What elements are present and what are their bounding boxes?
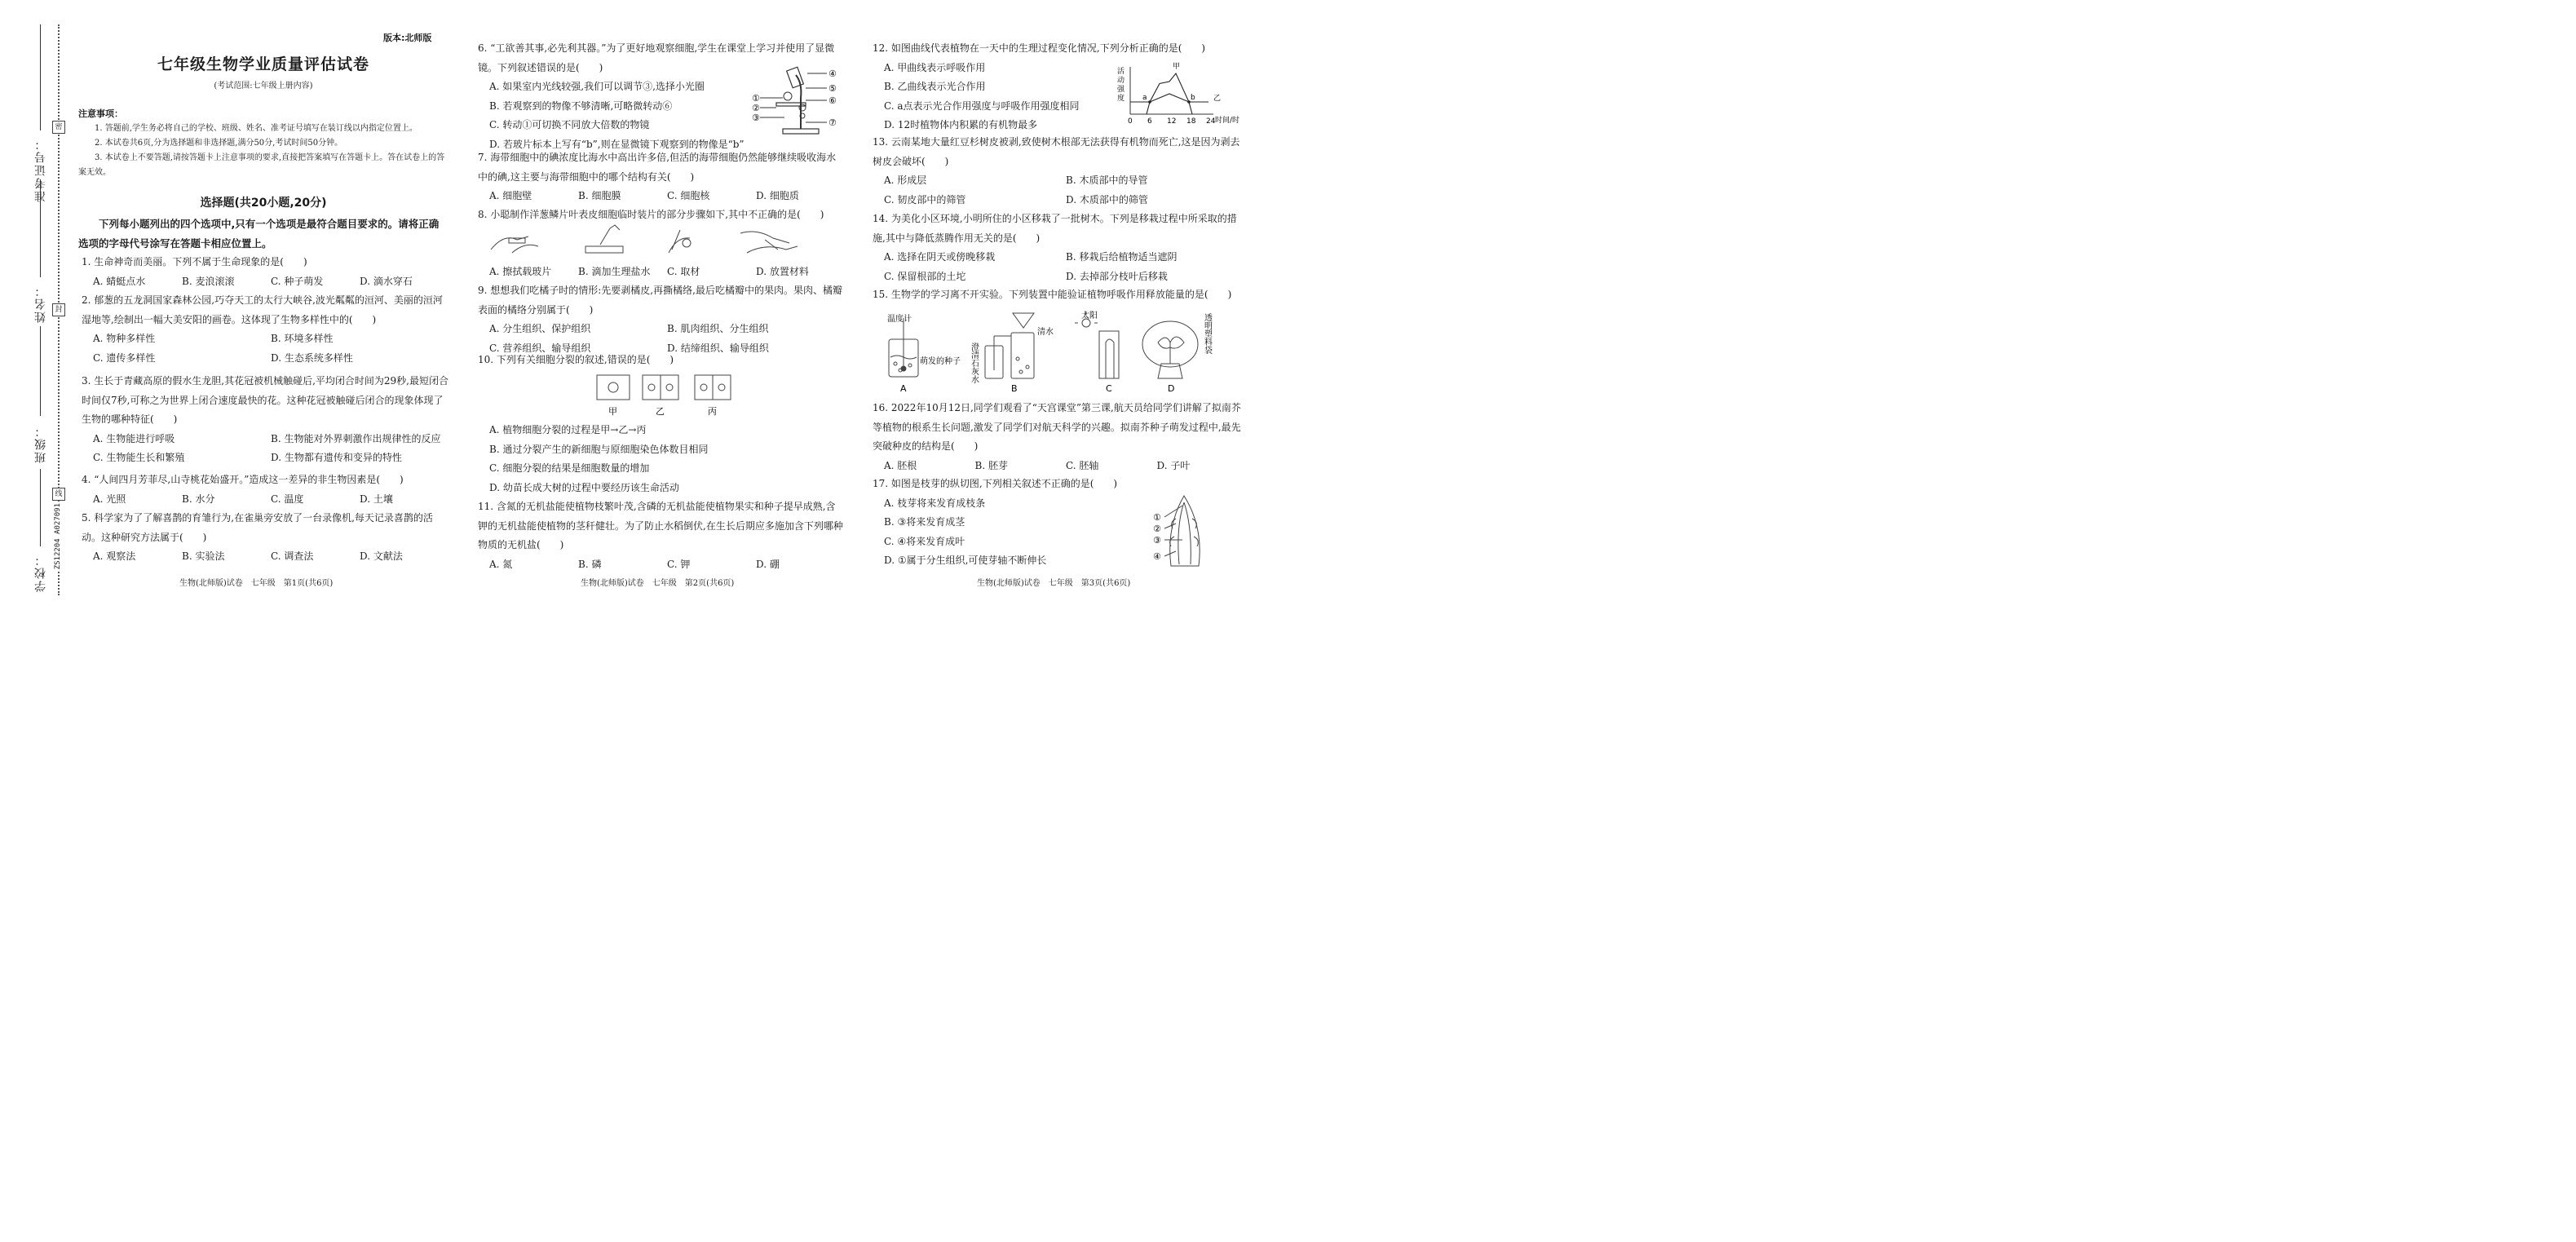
question-stem: 8. 小聪制作洋葱鳞片叶表皮细胞临时装片的部分步骤如下,其中不正确的是( ) [478,209,824,220]
microscope-figure [752,65,842,137]
option-a[interactable]: A. 植物细胞分裂的过程是甲→乙→丙 [489,424,647,435]
exam-id-label: 准考证号： [34,137,47,202]
label-1: ① [1153,512,1161,523]
option-d[interactable]: D. 硼 [756,558,780,570]
notice-item: 1. 答题前,学生务必将自己的学校、班级、姓名、准考证号填写在装订线以内指定位置上。 [95,124,418,133]
option-a[interactable]: A. 擦拭载玻片 [489,266,552,277]
seal-mark-mi: 密 [52,121,65,134]
option-a[interactable]: A. 细胞壁 [489,190,532,201]
option-d[interactable]: D. 细胞质 [756,190,799,201]
option-c[interactable]: C. 细胞分裂的结果是细胞数量的增加 [489,462,650,474]
paper-code: ZS12204 A027091 [54,503,62,570]
page-footer-1: 生物(北师版)试卷 七年级 第1页(共6页) [179,579,334,588]
option-a[interactable]: A. 形成层 [884,175,927,186]
question-8 [478,206,845,225]
chart-axes [1130,67,1213,114]
label-sun: 太阳 [1081,312,1098,320]
chart-x-tick: 12 [1167,117,1177,126]
question-stem: 12. 如图曲线代表植物在一天中的生理过程变化情况,下列分析正确的是( ) [873,42,1206,54]
option-a[interactable]: A. 观察法 [93,550,136,562]
notice-item: 2. 本试卷共6页,分为选择题和非选择题,满分50分,考试时间50分钟。 [95,139,343,148]
option-d[interactable]: D. 放置材料 [756,266,809,277]
name-field[interactable] [40,179,41,277]
page-footer-3: 生物(北师版)试卷 七年级 第3页(共6页) [977,579,1131,588]
label-b: B [1011,383,1018,394]
option-c[interactable]: C. 温度 [271,493,304,505]
label-4: ④ [828,69,837,79]
question-stem: 17. 如图是枝芽的纵切图,下列相关叙述不正确的是( ) [873,478,1118,489]
option-c[interactable]: C. 韧皮部中的筛管 [884,193,966,206]
option-b[interactable]: B. 胚芽 [974,459,1008,471]
option-a[interactable]: A. 蜻蜓点水 [93,275,146,287]
section-intro: 下列每小题列出的四个选项中,只有一个选项是最符合题目要求的。请将正确选项的字母代号涂写在答题卡相应位置上。 [78,218,440,250]
option-c[interactable]: C. 生物能生长和繁殖 [93,452,185,463]
notice-item: 3. 本试卷上不要答题,请按答题卡上注意事项的要求,直接把答案填写在答题卡上。答在试卷上的答案无效。 [78,153,445,177]
option-a[interactable]: A. 光照 [93,493,126,505]
seal-mark-feng: 封 [52,303,65,316]
label-c: C [1106,383,1112,394]
question-9 [478,281,845,358]
option-b[interactable]: B. 麦浪滚滚 [182,275,235,287]
option-d[interactable]: D. 生物都有遗传和变异的特性 [271,452,402,463]
version-label: 版本:北师版 [383,33,432,43]
option-b[interactable]: B. 通过分裂产生的新细胞与原细胞染色体数目相同 [489,443,709,455]
page-title: 七年级生物学业质量评估试卷 [157,55,369,73]
chart-series-label: 甲 [1173,63,1181,71]
chart-series-label: 乙 [1213,95,1222,103]
chart-xlabel: 时间/时 [1215,117,1240,125]
option-c[interactable]: C. 胚轴 [1066,459,1099,471]
option-d[interactable]: D. 幼苗长成大树的过程中要经历该生命活动 [489,481,679,493]
label-jia: 甲 [608,406,617,417]
option-c[interactable]: C. a点表示光合作用强度与呼吸作用强度相同 [884,99,1080,112]
option-a[interactable]: A. 甲曲线表示呼吸作用 [884,61,986,73]
chart-x-ticks [1128,117,1216,126]
question-stem: 4. “人间四月芳菲尽,山寺桃花始盛开。”造成这一差异的非生物因素是( ) [82,474,404,485]
exam-id-field[interactable] [40,24,41,130]
option-d[interactable]: D. 去掉部分枝叶后移栽 [1066,270,1168,282]
option-a[interactable]: A. 氮 [489,558,513,570]
option-a[interactable]: A. 如果室内光线较强,我们可以调节③,选择小光圈 [489,81,705,92]
bud-section-figure [1151,494,1225,568]
label-5: ⑤ [828,83,837,94]
cell-division-figure [594,372,740,419]
question-8-options [478,263,845,282]
option-a[interactable]: A. 枝芽将来发育成枝条 [884,497,986,509]
option-d[interactable]: D. 12时植物体内积累的有机物最多 [884,119,1038,130]
chart-x-tick: 6 [1147,117,1152,126]
question-stem: 14. 为美化小区环境,小明所住的小区移栽了一批树木。下列是移栽过程中所采取的措施,其中与降低蒸腾作用无关的是( ) [873,213,1237,244]
label-1: ① [752,93,760,104]
option-d[interactable]: D. 子叶 [1156,459,1191,471]
question-1 [82,253,448,291]
question-stem: 3. 生长于青藏高原的假水生龙胆,其花冠被机械触碰后,平均闭合时间为29秒,最短闭合时间仅7秒,可称之为世界上闭合速度最快的花。这种花冠被触碰后闭合的现象体现了生物的哪种特征( ) [82,375,448,425]
section-title: 选择题(共20小题,20分) [200,197,327,210]
option-a[interactable]: A. 分生组织、保护组织 [489,323,591,334]
label-bing: 丙 [708,406,717,417]
question-10-options [478,421,845,497]
label-3: ③ [1153,535,1161,546]
option-c[interactable]: C. ④将来发育成叶 [884,535,965,547]
label-limewater: 澄清石灰水 [969,343,979,383]
chart-x-tick: 0 [1128,117,1133,126]
question-stem: 9. 想想我们吃橘子时的情形:先要剥橘皮,再撕橘络,最后吃橘瓣中的果肉。果肉、橘瓣表面的橘络分别属于( ) [478,285,842,316]
option-c[interactable]: C. 保留根部的土坨 [884,270,966,282]
question-10 [478,351,845,370]
class-label: 班级： [34,424,47,463]
question-7 [478,148,845,206]
notice-title: 注意事项： [78,108,123,119]
cell-yi-left [643,375,661,400]
question-4 [82,471,448,509]
question-stem: 10. 下列有关细胞分裂的叙述,错误的是( ) [478,354,674,365]
option-d[interactable]: D. 生态系统多样性 [271,351,353,364]
option-d[interactable]: D. 若玻片标本上写有“b”,则在显微镜下观察到的物像是“b” [489,138,745,150]
step-d-figure [740,232,798,253]
option-b[interactable]: B. 实验法 [182,550,225,562]
school-label: 学校： [34,553,47,592]
question-13 [873,133,1248,210]
option-b[interactable]: B. 肌肉组织、分生组织 [667,323,769,334]
option-a[interactable]: A. 选择在阴天或傍晚移栽 [884,251,996,263]
cell-jia [597,375,630,400]
option-c[interactable]: C. 遗传多样性 [93,351,156,364]
question-14 [873,210,1248,286]
step-c-figure [669,230,691,253]
question-stem: 5. 科学家为了了解喜鹊的育雏行为,在雀巢旁安放了一台录像机,每天记录喜鹊的活动。这种研究方法属于( ) [82,512,433,543]
question-2 [82,291,448,368]
chart-x-tick: 18 [1186,117,1196,126]
option-d[interactable]: D. 文献法 [360,550,403,562]
question-16 [873,399,1248,475]
question-3 [82,372,448,468]
option-d[interactable]: D. 土壤 [360,493,393,505]
school-field[interactable] [40,469,41,546]
seal-mark-xian: 线 [52,488,65,501]
option-a[interactable]: A. 生物能进行呼吸 [93,432,175,444]
chart-point-a [1148,100,1151,104]
apparatus-b [985,313,1034,378]
question-15 [873,285,1248,305]
option-a[interactable]: A. 物种多样性 [93,333,156,344]
label-a: A [900,383,907,394]
label-thermometer: 温度计 [887,315,912,324]
option-c[interactable]: C. 转动①可切换不同放大倍数的物镜 [489,119,650,130]
option-b[interactable]: B. 磷 [578,558,602,570]
name-label: 姓名： [34,284,47,323]
label-water: 清水 [1037,328,1054,337]
step-b-figure [585,225,623,253]
option-b[interactable]: B. 环境多样性 [271,333,334,344]
notice-block [78,107,448,180]
question-stem: 16. 2022年10月12日,同学们观看了“天宫课堂”第三课,航天员给同学们讲解了拟南芥等植物的根系生长问题,激发了同学们对航天科学的兴趣。拟南芥种子萌发过程中,最先突破种皮的结构是( ) [873,402,1241,452]
label-seeds: 萌发的种子 [920,357,961,366]
question-stem: 15. 生物学的学习离不开实验。下列装置中能验证植物呼吸作用释放能量的是( ) [873,289,1232,300]
activity-intensity-chart [1112,64,1251,126]
question-stem: 2. 郁葱的五龙洞国家森林公园,巧夺天工的太行大峡谷,波光粼粼的洹河、美丽的洹河湿地等,绘制出一幅大美安阳的画卷。这体现了生物多样性中的( ) [82,294,443,325]
option-b[interactable]: B. 水分 [182,493,215,505]
apparatus-a [889,318,918,377]
question-stem: 7. 海带细胞中的碘浓度比海水中高出许多倍,但活的海带细胞仍然能够继续吸收海水中的碘,这主要与海带细胞中的哪个结构有关( ) [478,152,837,183]
label-2: ② [1153,524,1161,534]
label-bag: 透明塑料袋 [1202,313,1212,354]
chart-series [1130,62,1221,114]
class-field[interactable] [40,326,41,416]
option-c[interactable]: C. 营养组织、输导组织 [489,342,591,354]
option-c[interactable]: C. 种子萌发 [271,275,324,287]
option-c[interactable]: C. 钾 [667,558,691,570]
question-stem: 11. 含氮的无机盐能使植物枝繁叶茂,含磷的无机盐能使植物果实和种子提早成熟,含钾的无机盐能使植物的茎秆健壮。为了防止水稻倒伏,在生长后期应多施加含下列哪种物质的无机盐( ) [478,501,843,550]
slide-step-illustrations [488,225,830,259]
step-a-figure [491,236,538,253]
option-c[interactable]: C. 调查法 [271,550,314,562]
option-b[interactable]: B. 生物能对外界刺激作出规律性的反应 [271,432,441,444]
option-b[interactable]: B. 移栽后给植物适当遮阴 [1066,251,1178,263]
apparatus-d [1142,321,1198,378]
option-d[interactable]: D. ①属于分生组织,可使芽轴不断伸长 [884,555,1047,566]
option-b[interactable]: B. 滴加生理盐水 [578,266,651,277]
option-d[interactable]: D. 滴水穿石 [360,275,413,287]
page-subtitle: (考试范围:七年级上册内容) [214,82,313,91]
question-stem: 6. “工欲善其事,必先利其器。”为了更好地观察细胞,学生在课堂上学习并使用了显微镜。下列叙述错误的是( ) [478,42,835,73]
option-d[interactable]: D. 木质部中的筛管 [1066,193,1148,206]
option-b[interactable]: B. 乙曲线表示光合作用 [884,81,986,92]
option-d[interactable]: D. 结缔组织、输导组织 [667,342,769,354]
question-stem: 13. 云南某地大量红豆杉树皮被剥,致使树木根部无法获得有机物而死亡,这是因为剥去树皮会破坏( ) [873,136,1240,167]
label-7: ⑦ [828,117,837,128]
page-footer-2: 生物(北师版)试卷 七年级 第2页(共6页) [581,579,735,588]
option-b[interactable]: B. ③将来发育成茎 [884,516,965,528]
binding-margin [0,0,72,615]
question-11 [478,497,845,574]
chart-annotation: b [1191,94,1195,102]
option-b[interactable]: B. 细胞膜 [578,190,621,201]
chart-annotation: a [1142,94,1147,102]
option-a[interactable]: A. 胚根 [884,459,917,471]
question-5 [82,509,448,567]
experiment-apparatus-figure [881,310,1223,395]
option-b[interactable]: B. 木质部中的导管 [1066,175,1148,186]
question-stem: 1. 生命神奇而美丽。下列不属于生命现象的是( ) [82,256,307,267]
label-4: ④ [1153,551,1161,562]
apparatus-c [1075,312,1119,378]
label-yi: 乙 [656,406,665,417]
chart-ylabel: 活动强度 [1117,68,1125,103]
chart-x-tick: 24 [1206,117,1216,126]
label-2: ② [752,103,760,113]
cell-yi-right [661,375,678,400]
option-c[interactable]: C. 细胞核 [667,190,710,201]
option-b[interactable]: B. 若观察到的物像不够清晰,可略微转动⑥ [489,99,673,112]
label-6: ⑥ [828,95,837,106]
label-d: D [1168,383,1175,394]
option-c[interactable]: C. 取材 [667,266,700,277]
label-3: ③ [752,113,760,123]
